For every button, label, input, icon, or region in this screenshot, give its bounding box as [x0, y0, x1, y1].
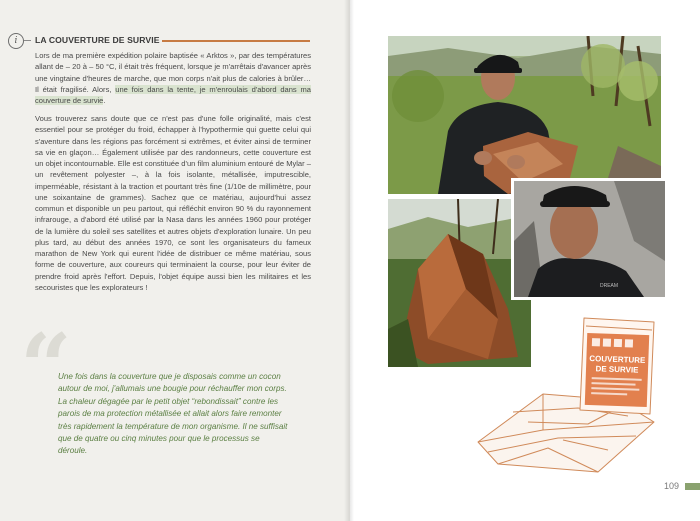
highlighted-text: une fois dans la tente, je m'enroulais d'abord dans ma couverture de survie	[35, 84, 311, 105]
intro-text: Lors de ma première expédition polaire baptisée « Arktos », par des températures allant de – 20 à – 50 °C, il était très fréquent, lorsque je m'arrêtais d'avancer après une vingtaine d'heures de marche, que mon corps n'ait plus de calories à brûler… Il était fragilisé. Alors,	[35, 51, 311, 94]
package-title: COUVERTURE	[589, 354, 646, 365]
photo-explorer-portrait-art	[514, 181, 665, 297]
quote-mark-icon: “	[20, 314, 72, 420]
book-gutter	[344, 0, 354, 521]
intro-text-end: .	[103, 96, 106, 105]
pull-quote: Une fois dans la couverture que je disposais comme un cocon autour de moi, j'allumais une bougie pour réchauffer mon corps. La chaleur dégagée par le petit objet “rebondissait” contre les parois de ma protection métallisée et allait alors faire remonter très rapidement la température de mon organisme. Il ne suffisait que de quatre ou cinq minutes pour que le processus se déroule.	[58, 372, 288, 456]
page-number-bar	[685, 483, 700, 490]
photo-explorer-portrait	[511, 178, 668, 300]
body-paragraph: Vous trouverez sans doute que ce n'est pas d'une folle originalité, mais c'est essentiel pour se protéger du froid, échapper à l'hypothermie qui guette celui qui s'aventure dans les régions pas forcément si extrêmes, et éviter ainsi de terminer sa vie en glaçon… Également utilisée par des randonneurs, cette couverture est un objet incontournable. Elle est constituée d'un film aluminium entouré de Mylar – un revêtement polyester –, à la fois isolante, métallisée, imputrescible, imperméable, résistant à la traction et pourtant très fine (1/10e de millimètre, pour une soixantaine de grammes). Sachez que ce matériau, aujourd'hui assez commun et disponible un peu partout, qui réfléchit environ 90 % du rayonnement infrarouge, a d'abord été utilisé par la Nasa dans les années 1960 pour protéger de la lumière du soleil ses satellites et autres objets d'exploration lunaire. Un peu plus tard, au début des années 1970, ce sont les organisateurs du fameux marathon de New York qui eurent l'idée de distribuer ce même matériau, sous forme de couverture, aux coureurs qui terminaient la course, pour leur éviter de prendre froid après l'effort. Depuis, l'objet équipe aussi bien les militaires et les secouristes que les explorateurs !	[35, 114, 311, 292]
photo-explorer-meadow-art	[388, 36, 661, 194]
info-icon: i	[8, 33, 24, 49]
title-underline	[162, 40, 310, 42]
package-title-2: DE SURVIE	[595, 364, 639, 375]
page-number-text: 109	[664, 481, 680, 491]
page-number	[664, 481, 679, 491]
section-title: LA COUVERTURE DE SURVIE	[35, 35, 160, 45]
survival-blanket-illustration	[468, 312, 668, 482]
intro-paragraph	[35, 50, 311, 106]
icon-divider	[24, 40, 31, 41]
photo-explorer-meadow	[388, 36, 661, 194]
shirt-print: DREAM	[600, 283, 619, 289]
